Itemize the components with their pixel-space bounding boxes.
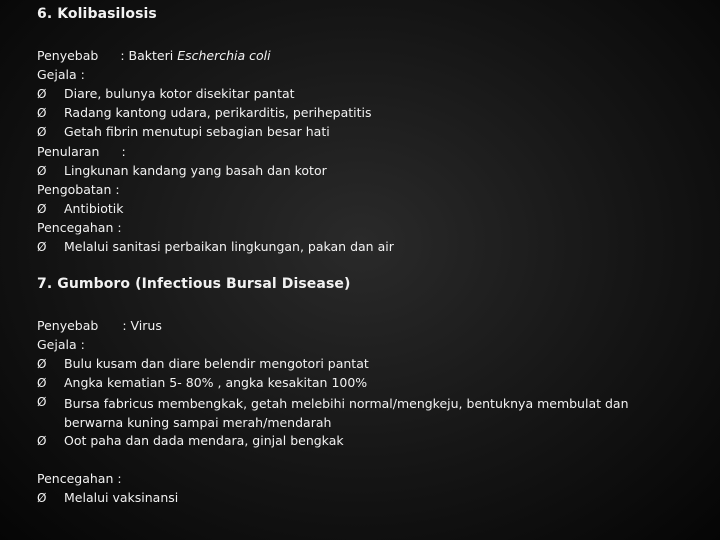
bullet-arrow-icon: Ø <box>37 164 47 178</box>
penyebab-text: Bakteri <box>128 48 174 63</box>
section-title-kolibasilosis: 6. Kolibasilosis <box>37 6 157 22</box>
bullet-arrow-icon: Ø <box>37 240 47 254</box>
penularan-sep: : <box>121 144 126 159</box>
penularan-item-1: Lingkunan kandang yang basah dan kotor <box>64 163 327 178</box>
gejala2-item-1: Bulu kusam dan diare belendir mengotori pantat <box>64 356 369 371</box>
penyebab-species: Escherchia coli <box>177 48 271 63</box>
penyebab-value-2: : Virus <box>122 318 162 333</box>
gejala-label: Gejala : <box>37 67 85 82</box>
pengobatan-item-1: Antibiotik <box>64 201 124 216</box>
pencegahan-label: Pencegahan : <box>37 220 122 235</box>
section-title-gumboro: 7. Gumboro (Infectious Bursal Disease) <box>37 276 351 292</box>
bullet-arrow-icon: Ø <box>37 395 47 409</box>
pencegahan-item-1: Melalui sanitasi perbaikan lingkungan, pakan dan air <box>64 239 394 254</box>
pencegahan2-item-1: Melalui vaksinansi <box>64 490 179 505</box>
bullet-arrow-icon: Ø <box>37 106 47 120</box>
penularan-label: Penularan <box>37 144 100 159</box>
gejala-item-2: Radang kantong udara, perikarditis, perihepatitis <box>64 105 372 120</box>
penularan-line <box>37 144 126 160</box>
bullet-arrow-icon: Ø <box>37 202 47 216</box>
bullet-arrow-icon: Ø <box>37 125 47 139</box>
pencegahan-label-2: Pencegahan : <box>37 471 122 486</box>
gejala-label-2: Gejala : <box>37 337 85 352</box>
penyebab-label-2: Penyebab <box>37 318 99 333</box>
gejala2-item-2: Angka kematian 5- 80% , angka kesakitan 100% <box>64 375 368 390</box>
bullet-arrow-icon: Ø <box>37 357 47 371</box>
gejala-item-3: Getah fibrin menutupi sebagian besar hati <box>64 124 330 139</box>
penyebab-line-2 <box>37 318 162 334</box>
gejala-item-1: Diare, bulunya kotor disekitar pantat <box>64 86 295 101</box>
bullet-arrow-icon: Ø <box>37 87 47 101</box>
penyebab-label: Penyebab <box>37 48 99 63</box>
pengobatan-label: Pengobatan : <box>37 182 120 197</box>
bullet-arrow-icon: Ø <box>37 491 47 505</box>
penyebab-sep: : <box>120 48 125 63</box>
gejala2-item-3: Bursa fabricus membengkak, getah melebihi normal/mengkeju, bentuknya membulat dan berwarna kuning sampai merah/mendarah <box>64 396 629 430</box>
gejala2-item-4: Oot paha dan dada mendara, ginjal bengkak <box>64 433 344 448</box>
bullet-arrow-icon: Ø <box>37 434 47 448</box>
bullet-arrow-icon: Ø <box>37 376 47 390</box>
penyebab-line <box>37 48 271 64</box>
